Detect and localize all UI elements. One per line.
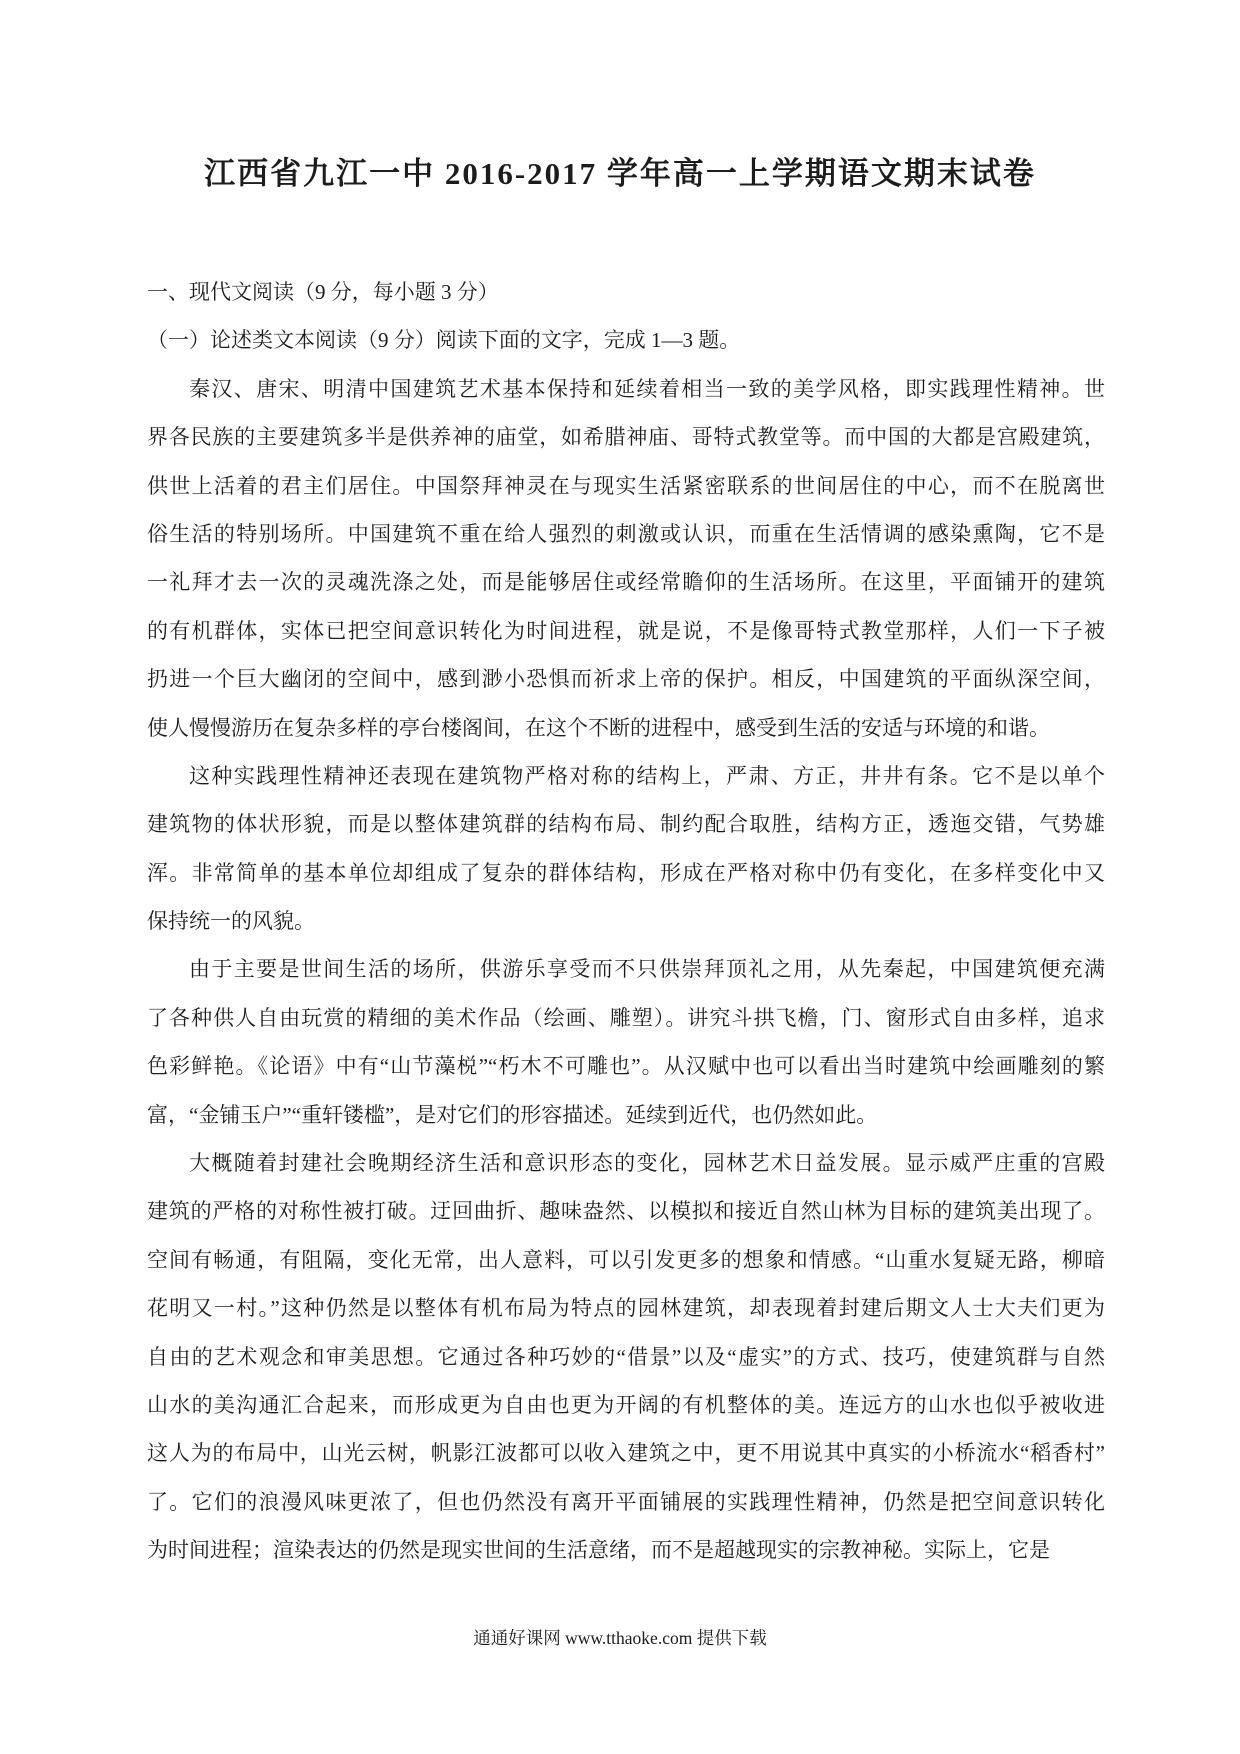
text-line: 界各民族的主要建筑多半是供养神的庙堂，如希腊神庙、哥特式教堂等。而中国的大都是宫殿建筑， <box>147 425 1105 450</box>
text-line: 这人为的布局中，山光云树，帆影江波都可以收入建筑之中，更不用说其中真实的小桥流水“稻香村” <box>147 1441 1105 1466</box>
text-line: 富，“金铺玉户”“重轩镂槛”，是对它们的形容描述。延续到近代，也仍然如此。 <box>147 1102 878 1127</box>
body-text <box>147 268 1105 1575</box>
text-line: 浑。非常简单的基本单位却组成了复杂的群体结构，形成在严格对称中仍有变化，在多样变化中又 <box>147 860 1105 885</box>
text-line: 的有机群体，实体已把空间意识转化为时间进程，就是说，不是像哥特式教堂那样，人们一下子被 <box>147 618 1105 643</box>
page-title: 江西省九江一中 2016-2017 学年高一上学期语文期末试卷 <box>204 156 1036 191</box>
text-line: 秦汉、唐宋、明清中国建筑艺术基本保持和延续着相当一致的美学风格，即实践理性精神。世 <box>189 376 1105 401</box>
section-heading: 一、现代文阅读（9 分，每小题 3 分） <box>147 280 499 304</box>
text-line: 大概随着封建社会晚期经济生活和意识形态的变化，园林艺术日益发展。显示威严庄重的宫殿 <box>189 1151 1105 1176</box>
text-line: 了。它们的浪漫风味更浓了，但也仍然没有离开平面铺展的实践理性精神，仍然是把空间意识转化 <box>147 1489 1105 1514</box>
text-line: 这种实践理性精神还表现在建筑物严格对称的结构上，严肃、方正，井井有条。它不是以单个 <box>189 763 1105 788</box>
text-line: 由于主要是世间生活的场所，供游乐享受而不只供崇拜顶礼之用，从先秦起，中国建筑便充满 <box>189 957 1105 982</box>
text-line: 花明又一村。”这种仍然是以整体有机布局为特点的园林建筑，却表现着封建后期文人士大夫们更为 <box>147 1296 1105 1321</box>
subsection-heading: （一）论述类文本阅读（9 分）阅读下面的文字，完成 1—3 题。 <box>147 328 741 353</box>
text-line: 俗生活的特别场所。中国建筑不重在给人强烈的刺激或认识，而重在生活情调的感染熏陶，它不是 <box>147 521 1105 546</box>
text-line: 自由的艺术观念和审美思想。它通过各种巧妙的“借景”以及“虚实”的方式、技巧，使建筑群与自然 <box>147 1344 1105 1369</box>
text-line: 使人慢慢游历在复杂多样的亭台楼阁间，在这个不断的进程中，感受到生活的安适与环境的和谐。 <box>147 715 1050 740</box>
text-line: 供世上活着的君主们居住。中国祭拜神灵在与现实生活紧密联系的世间居住的中心，而不在脱离世 <box>147 473 1105 498</box>
text-line: 保持统一的风貌。 <box>147 909 315 934</box>
text-line: 一礼拜才去一次的灵魂洗涤之处，而是能够居住或经常瞻仰的生活场所。在这里，平面铺开的建筑 <box>147 570 1105 595</box>
text-line: 建筑的严格的对称性被打破。迂回曲折、趣味盎然、以模拟和接近自然山林为目标的建筑美出现了。 <box>147 1199 1105 1224</box>
text-line: 了各种供人自由玩赏的精细的美术作品（绘画、雕塑）。讲究斗拱飞檐，门、窗形式自由多样，追求 <box>147 1005 1105 1030</box>
text-line: 空间有畅通，有阻隔，变化无常，出人意料，可以引发更多的想象和情感。“山重水复疑无路，柳暗 <box>147 1247 1105 1272</box>
text-line: 建筑物的体状形貌，而是以整体建筑群的结构布局、制约配合取胜，结构方正，透迤交错，气势雄 <box>147 812 1105 837</box>
text-line: 为时间进程；渲染表达的仍然是现实世间的生活意绪，而不是超越现实的宗教神秘。实际上，它是 <box>147 1538 1050 1563</box>
text-line: 山水的美沟通汇合起来，而形成更为自由也更为开阔的有机整体的美。连远方的山水也似乎被收进 <box>147 1392 1105 1417</box>
text-line: 扔进一个巨大幽闭的空间中，感到渺小恐惧而祈求上帝的保护。相反，中国建筑的平面纵深空间， <box>147 667 1105 692</box>
page-footer: 通通好课网 www.tthaoke.com 提供下载 <box>473 1628 767 1648</box>
text-line: 色彩鲜艳。《论语》中有“山节藻棁”“朽木不可雕也”。从汉赋中也可以看出当时建筑中绘画雕刻的繁 <box>147 1054 1105 1079</box>
